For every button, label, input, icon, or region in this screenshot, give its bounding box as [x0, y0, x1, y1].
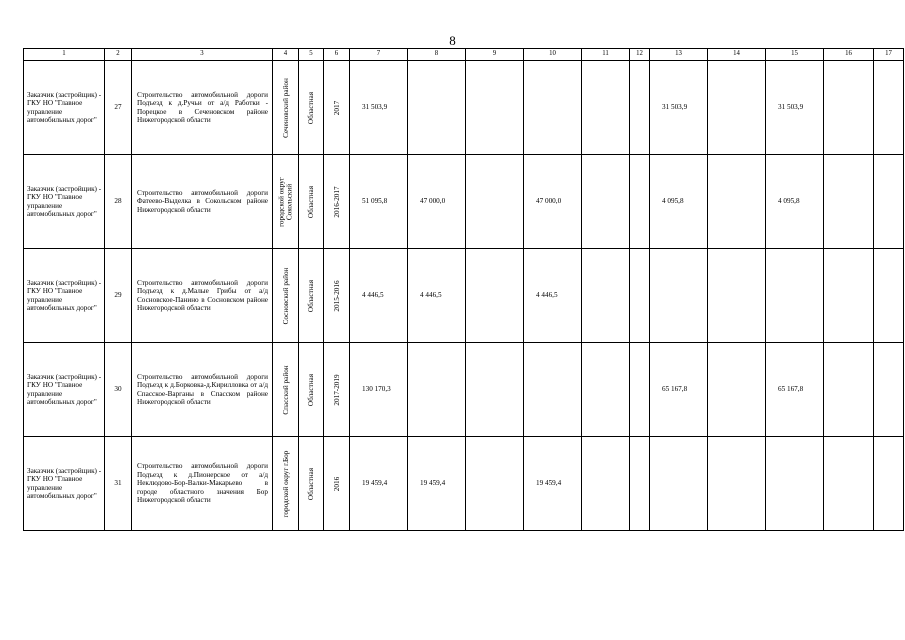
value-cell — [466, 437, 524, 531]
customer-cell: Заказчик (застройщик) - ГКУ НО "Главное управление автомобильных дорог" — [24, 61, 105, 155]
object-description: Строительство автомобильной дороги Фатеево-Выделка в Сокольском районе Нижегородской области — [132, 155, 273, 249]
row-number: 30 — [105, 343, 132, 437]
value-cell — [708, 155, 766, 249]
value-cell — [630, 155, 650, 249]
budget-text: Областная — [306, 373, 315, 406]
value-cell — [824, 249, 874, 343]
value-cell: 31 503,9 — [650, 61, 708, 155]
investment-table — [23, 48, 904, 531]
value-cell: 19 459,4 — [524, 437, 582, 531]
value-cell — [874, 155, 904, 249]
value-cell — [824, 437, 874, 531]
value-cell — [824, 61, 874, 155]
value-cell — [874, 61, 904, 155]
value-cell — [466, 61, 524, 155]
budget-text: Областная — [306, 467, 315, 500]
district-cell — [273, 249, 299, 343]
customer-cell: Заказчик (застройщик) - ГКУ НО "Главное управление автомобильных дорог" — [24, 437, 105, 531]
column-number: 8 — [408, 49, 466, 61]
district-cell — [273, 343, 299, 437]
value-cell — [582, 249, 630, 343]
value-cell — [466, 155, 524, 249]
value-cell — [466, 249, 524, 343]
object-description: Строительство автомобильной дороги Подъезд к д.Борковка-д.Кирилловка от а/д Спасское-Варганы в Спасском районе Нижегородской области — [132, 343, 273, 437]
district-text: городской округ Сокольский — [277, 176, 294, 227]
row-number: 29 — [105, 249, 132, 343]
district-text: Сеченовский район — [281, 77, 290, 138]
budget-cell — [299, 61, 324, 155]
budget-cell — [299, 343, 324, 437]
column-number: 1 — [24, 49, 105, 61]
table-row — [24, 249, 904, 343]
value-cell: 4 095,8 — [766, 155, 824, 249]
district-text: Спасский район — [281, 364, 290, 415]
budget-cell — [299, 437, 324, 531]
value-cell: 4 095,8 — [650, 155, 708, 249]
value-cell — [524, 61, 582, 155]
column-number: 9 — [466, 49, 524, 61]
value-cell — [650, 437, 708, 531]
row-number: 27 — [105, 61, 132, 155]
period-text: 2016-2017 — [332, 185, 341, 218]
column-number: 3 — [132, 49, 273, 61]
value-cell — [766, 249, 824, 343]
period-cell — [324, 249, 350, 343]
period-text: 2017 — [332, 100, 341, 115]
value-cell — [582, 61, 630, 155]
period-cell — [324, 155, 350, 249]
column-number: 5 — [299, 49, 324, 61]
value-cell — [874, 437, 904, 531]
value-cell — [708, 343, 766, 437]
table-row — [24, 155, 904, 249]
row-number: 28 — [105, 155, 132, 249]
column-number: 13 — [650, 49, 708, 61]
value-cell — [408, 61, 466, 155]
value-cell: 31 503,9 — [350, 61, 408, 155]
table-row — [24, 343, 904, 437]
column-number: 7 — [350, 49, 408, 61]
object-description: Строительство автомобильной дороги Подъезд к д.Пионерское от а/д Неклюдово-Бор-Валки-Макарьево в городе областного значения Бор Нижегородской области — [132, 437, 273, 531]
column-number: 10 — [524, 49, 582, 61]
page-number: 8 — [449, 33, 456, 48]
column-number: 17 — [874, 49, 904, 61]
budget-text: Областная — [306, 279, 315, 312]
customer-cell: Заказчик (застройщик) - ГКУ НО "Главное управление автомобильных дорог" — [24, 343, 105, 437]
value-cell — [766, 437, 824, 531]
value-cell: 65 167,8 — [650, 343, 708, 437]
row-number: 31 — [105, 437, 132, 531]
column-number: 16 — [824, 49, 874, 61]
value-cell: 19 459,4 — [350, 437, 408, 531]
value-cell — [874, 249, 904, 343]
value-cell — [630, 61, 650, 155]
period-cell — [324, 343, 350, 437]
value-cell: 31 503,9 — [766, 61, 824, 155]
period-text: 2015-2016 — [332, 279, 341, 312]
column-number: 14 — [708, 49, 766, 61]
period-text: 2017-2019 — [332, 373, 341, 406]
value-cell: 4 446,5 — [408, 249, 466, 343]
budget-cell — [299, 155, 324, 249]
value-cell — [874, 343, 904, 437]
budget-text: Областная — [306, 91, 315, 124]
district-text: Сосновский район — [281, 267, 290, 324]
value-cell: 4 446,5 — [350, 249, 408, 343]
value-cell — [824, 343, 874, 437]
table-row — [24, 437, 904, 531]
district-text: городской округ г.Бор — [281, 450, 290, 517]
value-cell — [824, 155, 874, 249]
value-cell — [582, 343, 630, 437]
value-cell: 130 170,3 — [350, 343, 408, 437]
period-cell — [324, 61, 350, 155]
district-cell — [273, 155, 299, 249]
value-cell: 51 095,8 — [350, 155, 408, 249]
budget-text: Областная — [306, 185, 315, 218]
district-cell — [273, 437, 299, 531]
value-cell: 4 446,5 — [524, 249, 582, 343]
value-cell — [524, 343, 582, 437]
column-number: 15 — [766, 49, 824, 61]
value-cell — [630, 343, 650, 437]
value-cell — [650, 249, 708, 343]
object-description: Строительство автомобильной дороги Подъезд к д.Малые Грибы от а/д Сосновское-Панино в Сосновском районе Нижегородской области — [132, 249, 273, 343]
value-cell — [708, 437, 766, 531]
period-cell — [324, 437, 350, 531]
column-number: 4 — [273, 49, 299, 61]
value-cell — [630, 249, 650, 343]
table-row — [24, 61, 904, 155]
value-cell: 47 000,0 — [524, 155, 582, 249]
value-cell: 47 000,0 — [408, 155, 466, 249]
column-number: 6 — [324, 49, 350, 61]
value-cell — [582, 437, 630, 531]
value-cell — [708, 61, 766, 155]
column-number: 11 — [582, 49, 630, 61]
district-cell — [273, 61, 299, 155]
value-cell — [708, 249, 766, 343]
column-number: 2 — [105, 49, 132, 61]
budget-cell — [299, 249, 324, 343]
value-cell — [466, 343, 524, 437]
customer-cell: Заказчик (застройщик) - ГКУ НО "Главное управление автомобильных дорог" — [24, 249, 105, 343]
value-cell — [408, 343, 466, 437]
object-description: Строительство автомобильной дороги Подъезд к д.Ручьи от а/д Работки - Порецкое в Сеченовском районе Нижегородской области — [132, 61, 273, 155]
column-number: 12 — [630, 49, 650, 61]
column-number-row — [24, 49, 904, 61]
value-cell: 65 167,8 — [766, 343, 824, 437]
value-cell: 19 459,4 — [408, 437, 466, 531]
period-text: 2016 — [332, 476, 341, 491]
customer-cell: Заказчик (застройщик) - ГКУ НО "Главное управление автомобильных дорог" — [24, 155, 105, 249]
value-cell — [582, 155, 630, 249]
value-cell — [630, 437, 650, 531]
